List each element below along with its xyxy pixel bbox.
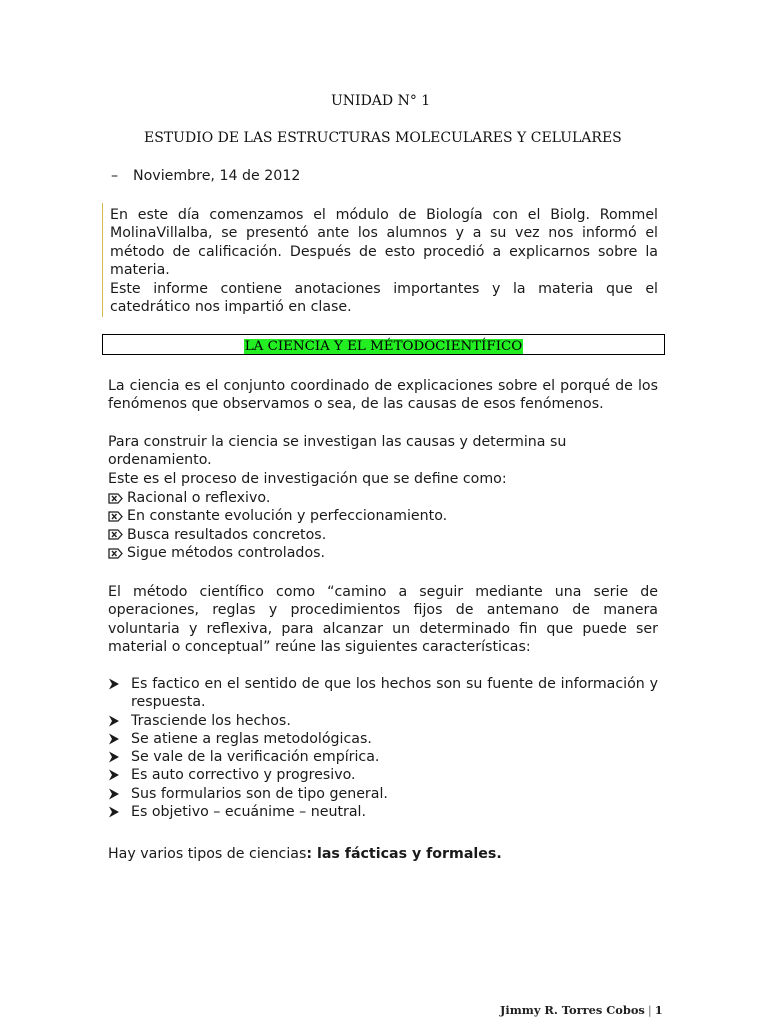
page-footer [500,1003,663,1017]
list-item-text: Trasciende los hechos. [131,712,291,729]
dash-bullet: – [111,168,119,184]
footer-separator: | [647,1003,652,1017]
science-types-text: Hay varios tipos de ciencias [108,846,307,862]
list-item [108,748,658,766]
list-item-text: En constante evolución y perfeccionamiento. [127,508,448,525]
arrowhead-bullet-icon [108,715,120,727]
process-intro: Este es el proceso de investigación que se define como: [108,471,507,487]
list-item-text: Se vale de la verificación empírica. [131,749,380,766]
date-line [111,168,300,184]
intro-margin-bar [102,203,103,317]
scientific-method-paragraph: El método científico como “camino a seguir mediante una serie de operaciones, reglas y procedimientos fijos de antemano de manera voluntaria y reflexiva, para alcanzar un determinado fin que puede ser material o conceptual” reúne las siguientes características: [108,584,658,655]
list-item-text: Es factico en el sentido de que los hechos son su fuente de información y respuesta. [131,676,658,711]
process-list [108,489,447,562]
science-types-bold: : las fácticas y formales. [306,846,502,862]
list-item-text: Busca resultados concretos. [127,526,327,543]
list-item-text: Se atiene a reglas metodológicas. [131,730,372,747]
list-item [108,675,658,712]
list-item [108,489,447,507]
list-item [108,803,658,821]
science-construction-paragraph: Para construir la ciencia se investigan las causas y determina su ordenamiento. [108,434,567,469]
unit-heading: UNIDAD N° 1 [331,93,431,109]
list-item [108,507,447,525]
section-title-box [102,334,665,355]
arrowhead-bullet-icon [108,751,120,763]
arrowhead-bullet-icon [108,806,120,818]
list-item-text: Sigue métodos controlados. [127,544,326,561]
date-text: Noviembre, 14 de 2012 [133,168,301,184]
list-item [108,766,658,784]
section-title: LA CIENCIA Y EL MÉTODOCIENTÍFICO [244,339,523,354]
list-item-text: Es objetivo – ecuánime – neutral. [131,804,366,821]
list-item-text: Sus formularios son de tipo general. [131,785,388,802]
science-definition-paragraph: La ciencia es el conjunto coordinado de explicaciones sobre el porqué de los fenómenos que observamos o sea, de las causas de esos fenómenos. [108,378,658,413]
list-item [108,730,658,748]
checkbox-x-icon [108,529,123,540]
footer-author: Jimmy R. Torres Cobos [500,1003,645,1017]
list-item-text: Racional o reflexivo. [127,490,271,506]
list-item [108,712,658,730]
intro-paragraph-1: En este día comenzamos el módulo de Biología con el Biolg. Rommel MolinaVillalba, se presentó ante los alumnos y a su vez nos informó el método de calificación. Después de esto procedió a explicarnos sobre la materia. [110,207,658,278]
arrowhead-bullet-icon [108,678,120,690]
intro-paragraph-2: Este informe contiene anotaciones importantes y la materia que el catedrático nos impartió en clase. [110,281,658,316]
arrowhead-bullet-icon [108,788,120,800]
checkbox-x-icon [108,511,123,522]
list-item [108,785,658,803]
arrowhead-bullet-icon [108,769,120,781]
list-item-text: Es auto correctivo y progresivo. [131,767,356,784]
page-title: ESTUDIO DE LAS ESTRUCTURAS MOLECULARES Y CELULARES [144,130,622,146]
characteristics-list [108,675,658,821]
science-types-line [108,845,658,863]
page-number: 1 [654,1003,663,1017]
arrowhead-bullet-icon [108,733,120,745]
checkbox-x-icon [108,493,123,504]
checkbox-x-icon [108,548,123,559]
list-item [108,526,447,544]
list-item [108,544,447,562]
